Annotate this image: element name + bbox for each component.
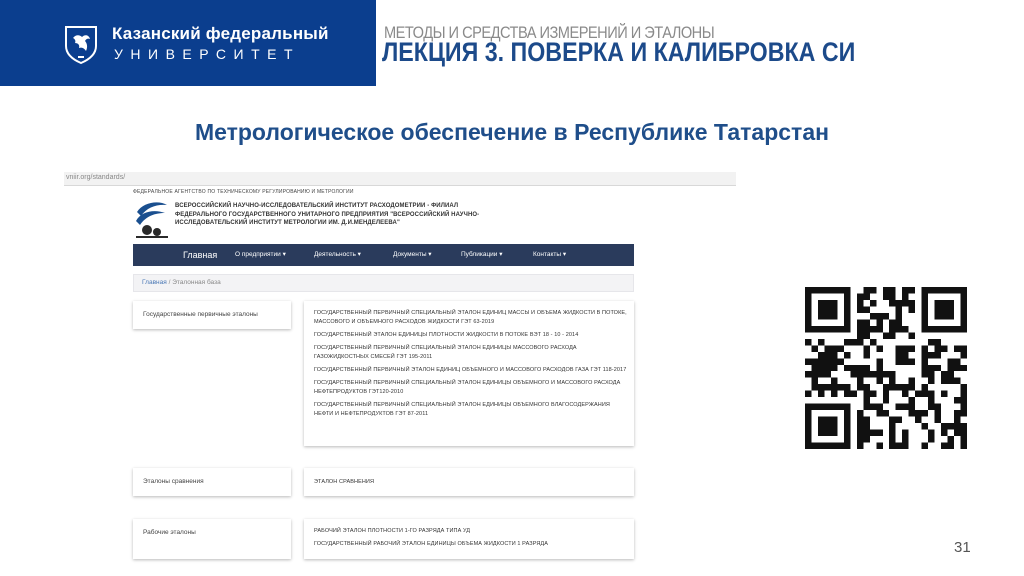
url-text: vniir.org/standards/ (66, 174, 126, 181)
breadcrumb-separator: / (168, 279, 171, 286)
site-navbar (133, 244, 634, 266)
standards-list-card (304, 519, 634, 559)
standards-list-card (304, 468, 634, 496)
standard-link[interactable]: ГОСУДАРСТВЕННЫЙ ПЕРВИЧНЫЙ СПЕЦИАЛЬНЫЙ ЭТАЛОН ЕДИНИЦЫ ОБЪЕМНОГО ВЛАГОСОДЕРЖАНИЯ НЕФТИ И НЕФТЕПРОДУКТОВ ГЭТ 87-2011 (314, 402, 610, 417)
nav-about[interactable]: О предприятии ▾ (235, 251, 286, 258)
university-name: Казанский федеральный (112, 24, 329, 43)
nav-activity[interactable]: Деятельность ▾ (314, 251, 361, 258)
section-label-card[interactable] (133, 301, 291, 329)
standard-link[interactable]: ГОСУДАРСТВЕННЫЙ РАБОЧИЙ ЭТАЛОН ЕДИНИЦЫ ОБЪЕМА ЖИДКОСТИ 1 РАЗРЯДА (314, 541, 549, 547)
lecture-title: ЛЕКЦИЯ 3. ПОВЕРКА И КАЛИБРОВКА СИ (382, 37, 856, 67)
nav-documents[interactable]: Документы ▾ (393, 251, 432, 258)
section-label: Рабочие эталоны (143, 529, 196, 536)
site-title: ВСЕРОССИЙСКИЙ НАУЧНО-ИССЛЕДОВАТЕЛЬСКИЙ ИНСТИТУТ РАСХОДОМЕТРИИ - ФИЛИАЛ ФЕДЕРАЛЬНОГО ГОСУДАРСТВЕННОГО УНИТАРНОГО ПРЕДПРИЯТИЯ "ВСЕРОССИЙСКИЙ НАУЧНО-ИССЛЕДОВАТЕЛЬСКИЙ ИНСТИТУТ МЕТРОЛОГИИ ИМ. Д.И.МЕНДЕЛЕЕВА" (175, 203, 480, 226)
standards-list-card (304, 301, 634, 446)
section-label-card[interactable] (133, 468, 291, 496)
standard-link[interactable]: ГОСУДАРСТВЕННЫЙ ПЕРВИЧНЫЙ СПЕЦИАЛЬНЫЙ ЭТАЛОН ЕДИНИЦ МАССЫ И ОБЪЕМА ЖИДКОСТИ В ПОТОКЕ, МАССОВОГО И ОБЪЕМНОГО РАСХОДОВ ЖИДКОСТИ ГЭТ 63-2019 (314, 310, 627, 325)
nav-home[interactable]: Главная (183, 250, 218, 260)
agency-line: ФЕДЕРАЛЬНОЕ АГЕНТСТВО ПО ТЕХНИЧЕСКОМУ РЕГУЛИРОВАНИЮ И МЕТРОЛОГИИ (133, 189, 354, 195)
standard-link[interactable]: ГОСУДАРСТВЕННЫЙ ПЕРВИЧНЫЙ ЭТАЛОН ЕДИНИЦ ОБЪЕМНОГО И МАССОВОГО РАСХОДОВ ГАЗА ГЭТ 118-2017 (314, 367, 627, 373)
nav-publications[interactable]: Публикации ▾ (461, 251, 503, 258)
standard-link[interactable]: ЭТАЛОН СРАВНЕНИЯ (314, 479, 375, 485)
course-title: МЕТОДЫ И СРЕДСТВА ИЗМЕРЕНИЙ И ЭТАЛОНЫ (384, 23, 715, 42)
nav-contacts[interactable]: Контакты ▾ (533, 251, 567, 258)
slide-heading: Метрологическое обеспечение в Республике Татарстан (194, 119, 830, 145)
university-banner (0, 0, 376, 86)
section-label: Государственные первичные эталоны (143, 311, 258, 318)
section-label-card[interactable] (133, 519, 291, 559)
standard-link[interactable]: ГОСУДАРСТВЕННЫЙ ПЕРВИЧНЫЙ СПЕЦИАЛЬНЫЙ ЭТАЛОН ЕДИНИЦЫ МАССОВОГО РАСХОДА ГАЗОЖИДКОСТНЫХ СМЕСЕЙ ГЭТ 195-2011 (314, 345, 577, 360)
website-screenshot (64, 172, 736, 566)
browser-address-bar (64, 172, 736, 186)
standard-link[interactable]: РАБОЧИЙ ЭТАЛОН ПЛОТНОСТИ 1-ГО РАЗРЯДА ТИПА УД (314, 528, 471, 534)
standard-link[interactable]: ГОСУДАРСТВЕННЫЙ ЭТАЛОН ЕДИНИЦЫ ПЛОТНОСТИ ЖИДКОСТИ В ПОТОКЕ ВЭТ 18 - 10 - 2014 (314, 332, 579, 338)
section-label: Эталоны сравнения (143, 478, 204, 485)
university-subtitle: УНИВЕРСИТЕТ (114, 46, 301, 62)
breadcrumb-home-link[interactable]: Главная (142, 279, 167, 286)
standard-link[interactable]: ГОСУДАРСТВЕННЫЙ ПЕРВИЧНЫЙ СПЕЦИАЛЬНЫЙ ЭТАЛОН ЕДИНИЦЫ ОБЪЕМНОГО И МАССОВОГО РАСХОДА НЕФТЕПРОДУКТОВ ГЭТ120-2010 (314, 380, 621, 395)
kfu-crest-icon (64, 24, 98, 64)
breadcrumb (133, 274, 634, 292)
page-number: 31 (954, 539, 971, 556)
breadcrumb-current: Эталонная база (172, 279, 221, 286)
vniir-logo-icon (133, 196, 171, 242)
qr-code-icon (805, 287, 967, 449)
